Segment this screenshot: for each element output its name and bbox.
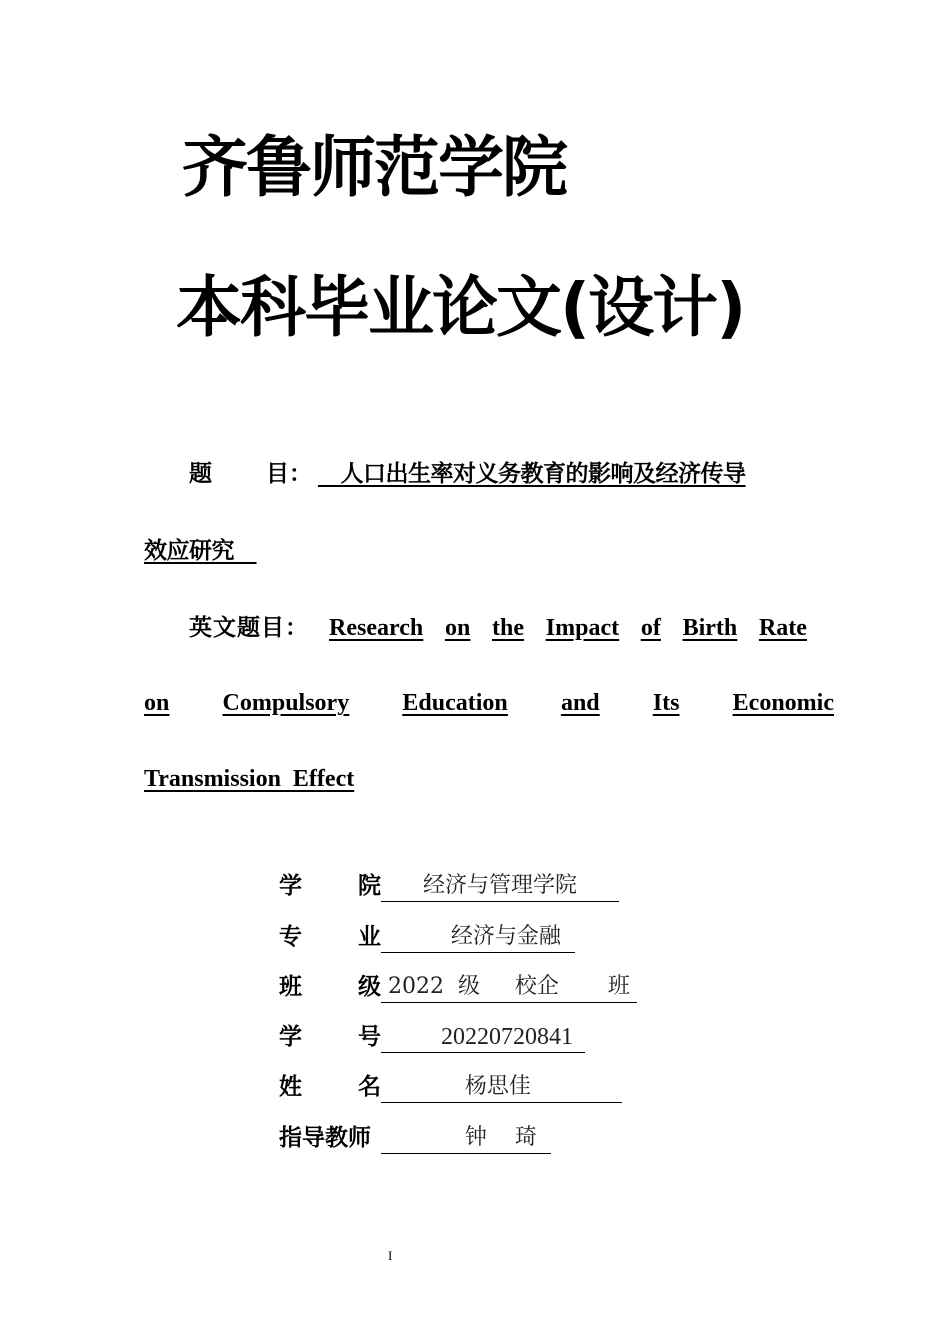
- info-row-major: [279, 917, 575, 953]
- student-id-value: 20220720841: [381, 1022, 585, 1053]
- info-row-college: [279, 866, 619, 902]
- class-value: 2022 级 校企 班: [381, 972, 637, 1003]
- label-char: 业: [358, 924, 381, 950]
- english-title-label: 英文题目：: [189, 615, 309, 641]
- name-value: 杨思佳: [381, 1072, 622, 1103]
- english-title-line-1: [329, 612, 807, 644]
- college-label: [279, 870, 381, 902]
- english-title-line-3: Transmission Effect: [144, 766, 355, 792]
- advisor-value: 钟 琦: [381, 1123, 551, 1154]
- english-title-word: Education: [402, 690, 508, 716]
- chinese-title-label: [189, 458, 312, 490]
- label-char: 号: [358, 1024, 381, 1050]
- university-name: 齐鲁师范学院: [182, 129, 566, 206]
- name-label: [279, 1071, 381, 1103]
- info-row-class: [279, 967, 637, 1003]
- english-title-word: Economic: [732, 690, 834, 716]
- major-value: 经济与金融: [381, 922, 575, 953]
- chinese-title-label-part2: 目：: [266, 461, 312, 487]
- label-char: 班: [279, 974, 302, 1000]
- label-char: 院: [358, 873, 381, 899]
- thesis-type-heading: 本科毕业论文(设计): [176, 269, 745, 346]
- advisor-label: 指导教师: [279, 1125, 371, 1151]
- english-title-word: Birth: [682, 615, 738, 641]
- label-char: 姓: [279, 1074, 302, 1100]
- english-title-word: the: [492, 615, 525, 641]
- college-value: 经济与管理学院: [381, 871, 619, 902]
- english-title-word: Impact: [545, 615, 620, 641]
- english-title-word: of: [640, 615, 661, 641]
- english-title-word: on: [144, 690, 170, 716]
- info-row-student-id: [279, 1017, 585, 1053]
- label-char: 学: [279, 873, 302, 899]
- label-char: 名: [358, 1074, 381, 1100]
- english-title-word: Research: [329, 615, 424, 641]
- english-title-word: on: [444, 615, 471, 641]
- chinese-title-label-part1: 题: [189, 461, 212, 487]
- label-char: 级: [358, 974, 381, 1000]
- label-char: 专: [279, 924, 302, 950]
- info-row-advisor: [279, 1118, 551, 1154]
- chinese-title-line-2: 效应研究: [144, 538, 257, 564]
- english-title-word: Its: [652, 690, 680, 716]
- english-title-word: Compulsory: [222, 690, 350, 716]
- class-label: [279, 971, 381, 1003]
- page-number: I: [388, 1248, 393, 1263]
- info-row-name: [279, 1067, 622, 1103]
- chinese-title-line-1: 人口出生率对义务教育的影响及经济传导: [318, 461, 746, 487]
- student-id-label: [279, 1021, 381, 1053]
- english-title-word: and: [560, 690, 600, 716]
- label-char: 学: [279, 1024, 302, 1050]
- major-label: [279, 921, 381, 953]
- english-title-word: Rate: [758, 615, 807, 641]
- english-title-line-2: [144, 687, 834, 719]
